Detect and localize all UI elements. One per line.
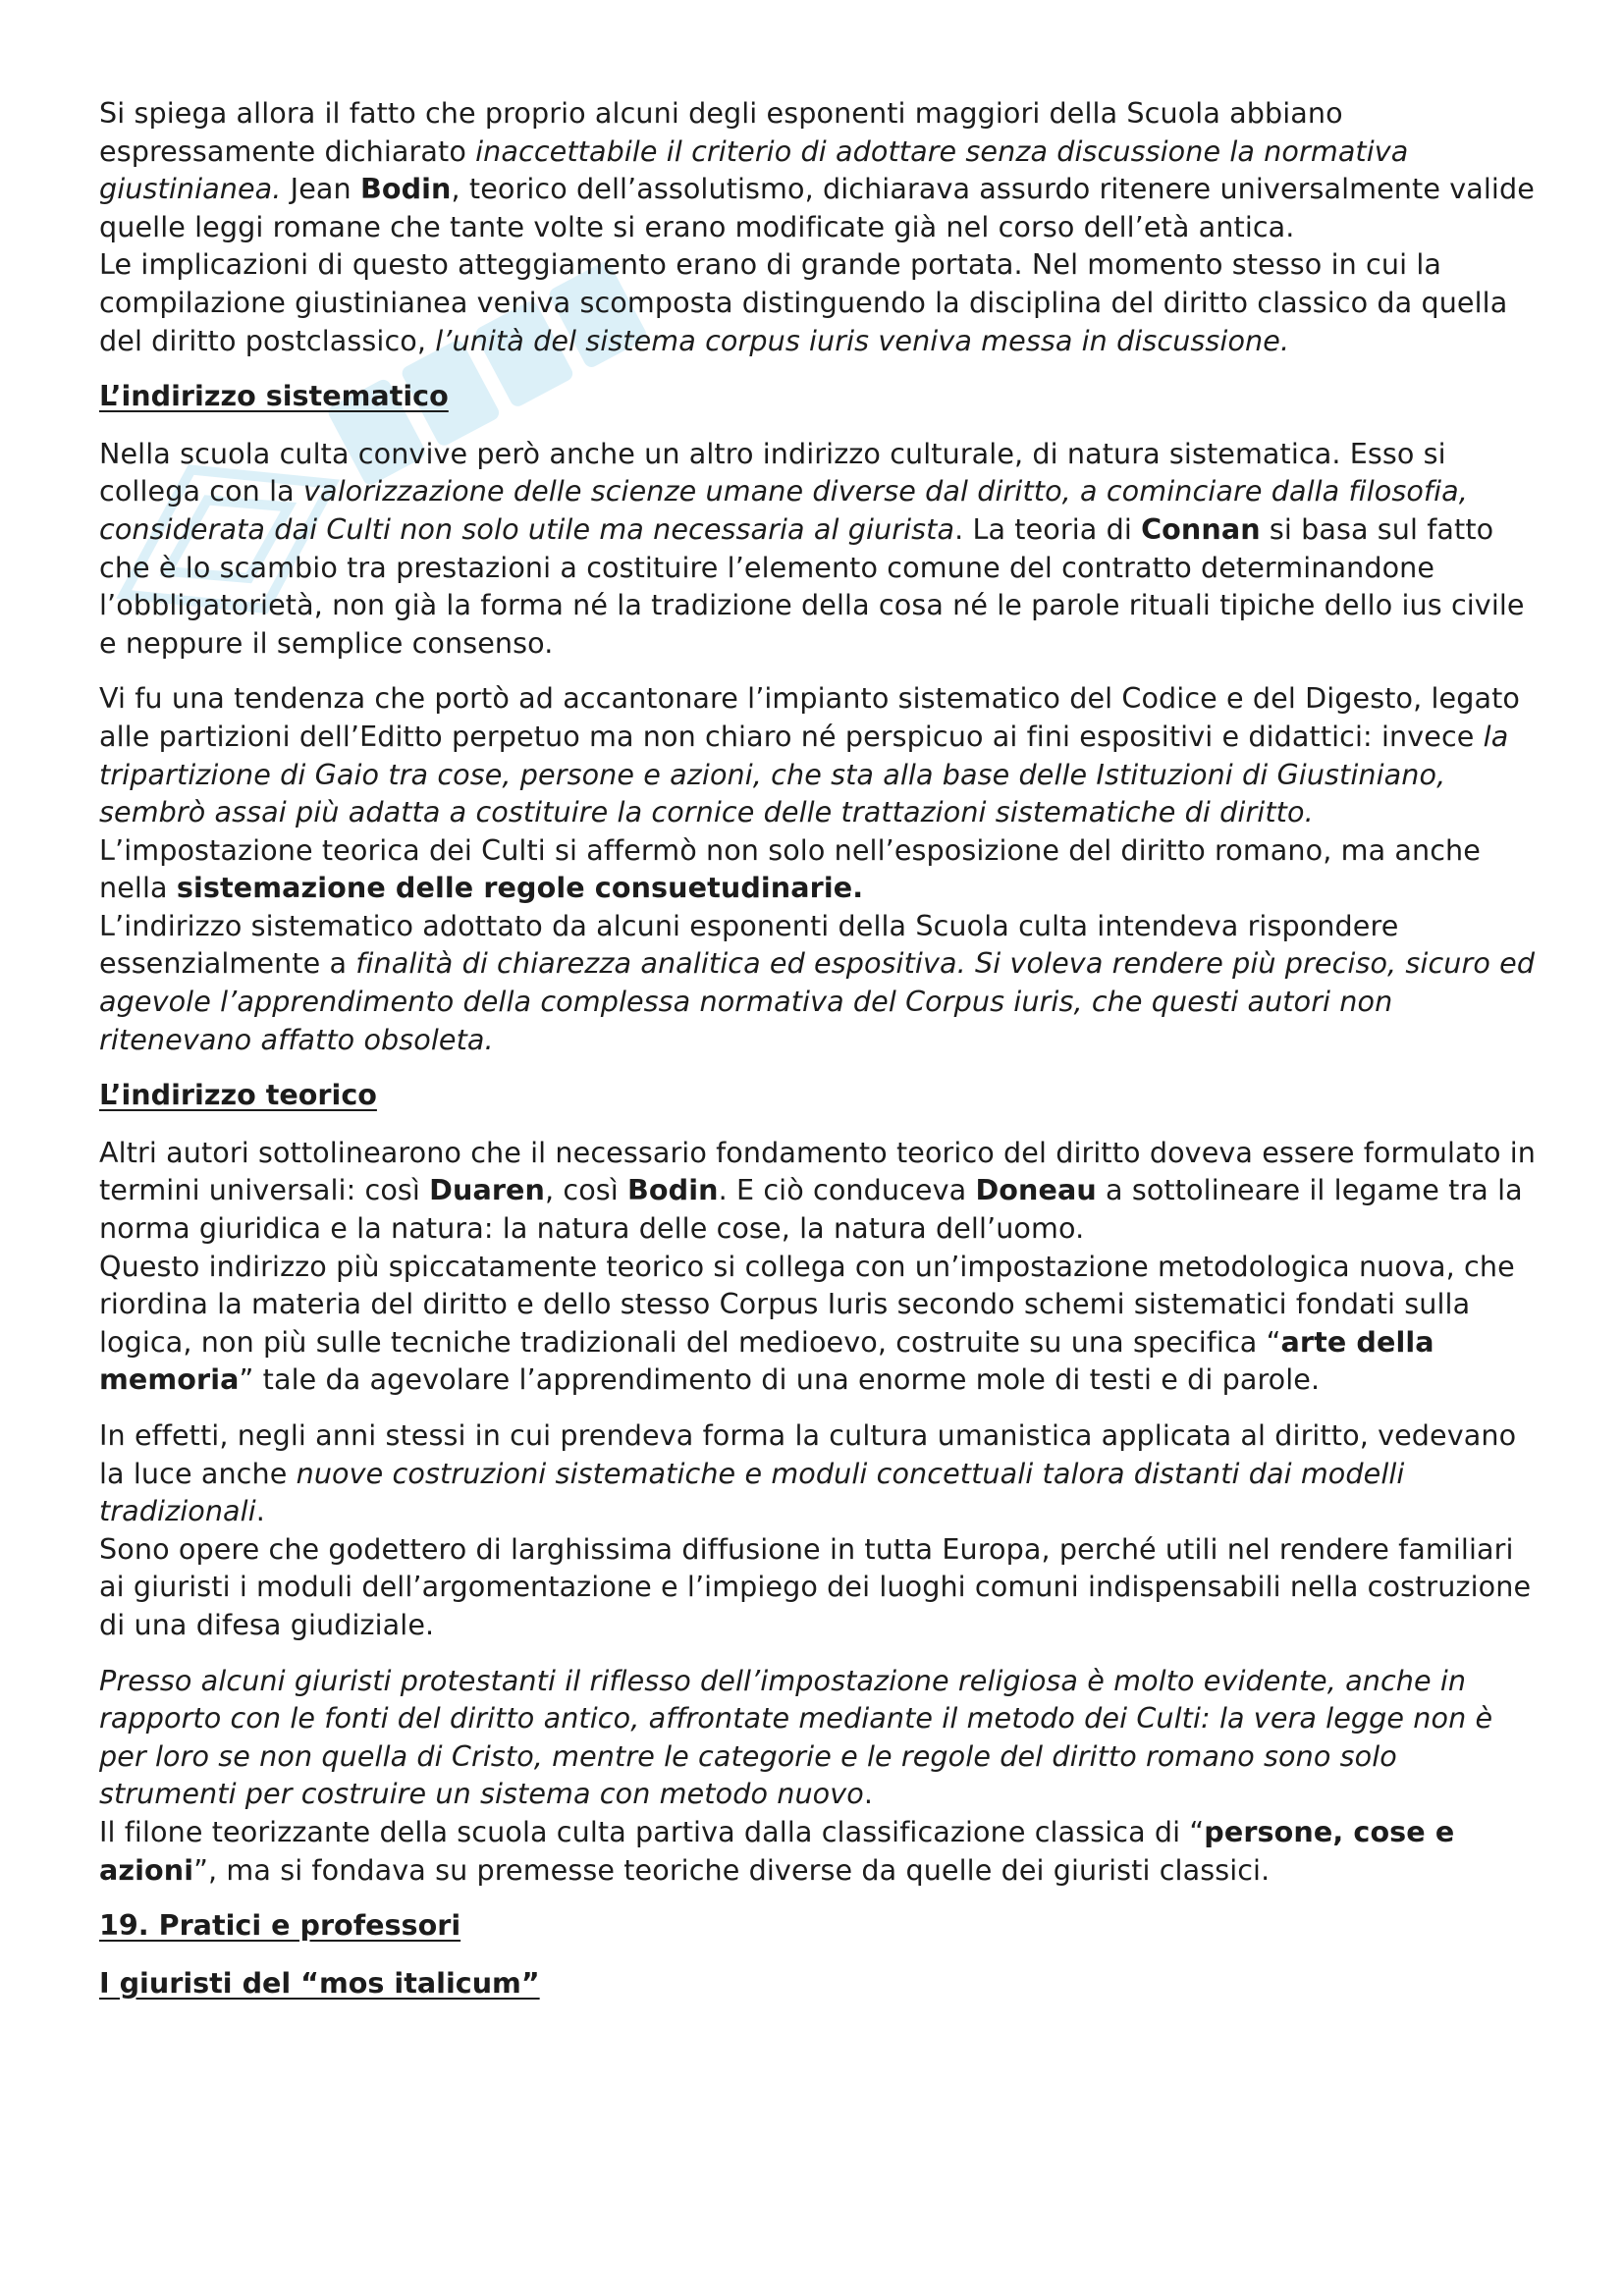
paragraph — [99, 679, 1542, 1058]
italic-text: inaccettabile il criterio di adottare senza discussione la normativa giustinianea. — [99, 133, 1409, 206]
text-run: a sottolineare il legame tra la norma giuridica e la natura: la natura delle cose, la natura dell’uomo. — [99, 1173, 1523, 1246]
text-run: ”, ma si fondava su premesse teoriche diverse da quelle dei giuristi classici. — [193, 1852, 1271, 1887]
text-run: Il filone teorizzante della scuola culta partiva dalla classificazione classica di “ — [99, 1814, 1205, 1848]
italic-text: l’unità del sistema corpus iuris veniva messa in discussione. — [435, 323, 1290, 357]
paragraph — [99, 94, 1542, 359]
italic-text: nuove costruzioni sistematiche e moduli concettuali talora distanti dai modelli tradizionali — [99, 1456, 1405, 1528]
text-run: . — [863, 1777, 874, 1811]
text-run: . La teoria di — [954, 511, 1142, 546]
section-heading: L’indirizzo teorico — [99, 1078, 377, 1112]
section-heading: I giuristi del “mos italicum” — [99, 1965, 540, 2000]
bold-text: arte della memoria — [99, 1324, 1434, 1397]
document-body — [99, 94, 1542, 2021]
italic-text: valorizzazione delle scienze umane diverse dal diritto, a cominciare dalla filosofia, considerata dai Culti non solo utile ma necessaria al giurista — [99, 474, 1468, 546]
text-run: si basa sul fatto che è lo scambio tra prestazioni a costituire l’elemento comune del contratto determinandone l’obbligatorietà, non già la forma né la tradizione della cosa né le parole rituali tipiche dello ius civile e neppure il semplice consenso. — [99, 511, 1525, 660]
bold-text: Doneau — [975, 1173, 1097, 1207]
bold-text: Bodin — [627, 1173, 719, 1207]
text-run: Le implicazioni di questo atteggiamento erano di grande portata. Nel momento stesso in cui la compilazione giustinianea veniva scomposta distinguendo la disciplina del diritto classico da quella del diritto postclassico, — [99, 247, 1508, 357]
text-run: In effetti, negli anni stessi in cui prendeva forma la cultura umanistica applicata al diritto, vedevano la luce anche — [99, 1418, 1517, 1490]
italic-text: finalità di chiarezza analitica ed espositiva. Si voleva rendere più preciso, sicuro ed agevole l’apprendimento della complessa normativa del Corpus iuris, che questi autori non ritenevano affatto obsoleta. — [99, 946, 1536, 1056]
text-run: Vi fu una tendenza che portò ad accantonare l’impianto sistematico del Codice e del Digesto, legato alle partizioni dell’Editto perpetuo ma non chiaro né perspicuo ai fini espositivi e didattici: invece — [99, 681, 1520, 753]
paragraph — [99, 435, 1542, 663]
bold-text: Connan — [1141, 511, 1261, 546]
text-run: , così — [545, 1173, 628, 1207]
paragraph — [99, 1662, 1542, 1890]
bold-text: Bodin — [359, 172, 452, 206]
text-run: . — [255, 1494, 265, 1528]
bold-text: persone, cose e azioni — [99, 1814, 1455, 1887]
text-run: L’indirizzo sistematico adottato da alcuni esponenti della Scuola culta intendeva rispondere essenzialmente a — [99, 908, 1399, 981]
text-run: , teorico dell’assolutismo, dichiarava assurdo ritenere universalmente valide quelle leggi romane che tante volte si erano modificate già nel corso dell’età antica. — [99, 172, 1535, 243]
text-run: . E ciò conduceva — [718, 1173, 976, 1207]
text-run: Si spiega allora il fatto che proprio alcuni degli esponenti maggiori della Scuola abbiano espressamente dichiarato — [99, 96, 1343, 168]
bold-text: Duaren — [429, 1173, 545, 1207]
section-heading: 19. Pratici e professori — [99, 1908, 461, 1943]
text-run: Jean — [281, 172, 360, 206]
italic-text: la tripartizione di Gaio tra cose, persone e azioni, che sta alla base delle Istituzioni di Giustiniano, sembrò assai più adatta a costituire la cornice delle trattazioni sistematiche di diritto. — [99, 719, 1509, 829]
text-run: Sono opere che godettero di larghissima diffusione in tutta Europa, perché utili nel rendere familiari ai giuristi i moduli dell’argomentazione e l’impiego dei luoghi comuni indispensabili nella costruzione di una difesa giudiziale. — [99, 1531, 1532, 1641]
text-run: Questo indirizzo più spiccatamente teorico si collega con un’impostazione metodologica nuova, che riordina la materia del diritto e dello stesso Corpus Iuris secondo schemi sistematici fondati sulla logica, non più sulle tecniche tradizionali del medioevo, costruite su una specifica “ — [99, 1249, 1515, 1359]
text-run: ” tale da agevolare l’apprendimento di una enorme mole di testi e di parole. — [239, 1362, 1321, 1397]
text-run: Nella scuola culta convive però anche un altro indirizzo culturale, di natura sistematica. Esso si collega con la — [99, 436, 1446, 508]
italic-text: Presso alcuni giuristi protestanti il riflesso dell’impostazione religiosa è molto evidente, anche in rapporto con le fonti del diritto antico, affrontate mediante il metodo dei Culti: la vera legge non è per loro se non quella di Cristo, mentre le categorie e le regole del diritto romano sono solo strumenti per costruire un sistema con metodo nuovo — [99, 1663, 1493, 1811]
bold-text: sistemazione delle regole consuetudinarie. — [176, 871, 864, 905]
section-heading: L’indirizzo sistematico — [99, 379, 449, 413]
text-run: L’impostazione teorica dei Culti si affermò non solo nell’esposizione del diritto romano, ma anche nella — [99, 832, 1481, 905]
paragraph — [99, 1134, 1542, 1399]
text-run: Altri autori sottolinearono che il necessario fondamento teorico del diritto doveva essere formulato in termini universali: così — [99, 1135, 1537, 1207]
paragraph — [99, 1416, 1542, 1644]
